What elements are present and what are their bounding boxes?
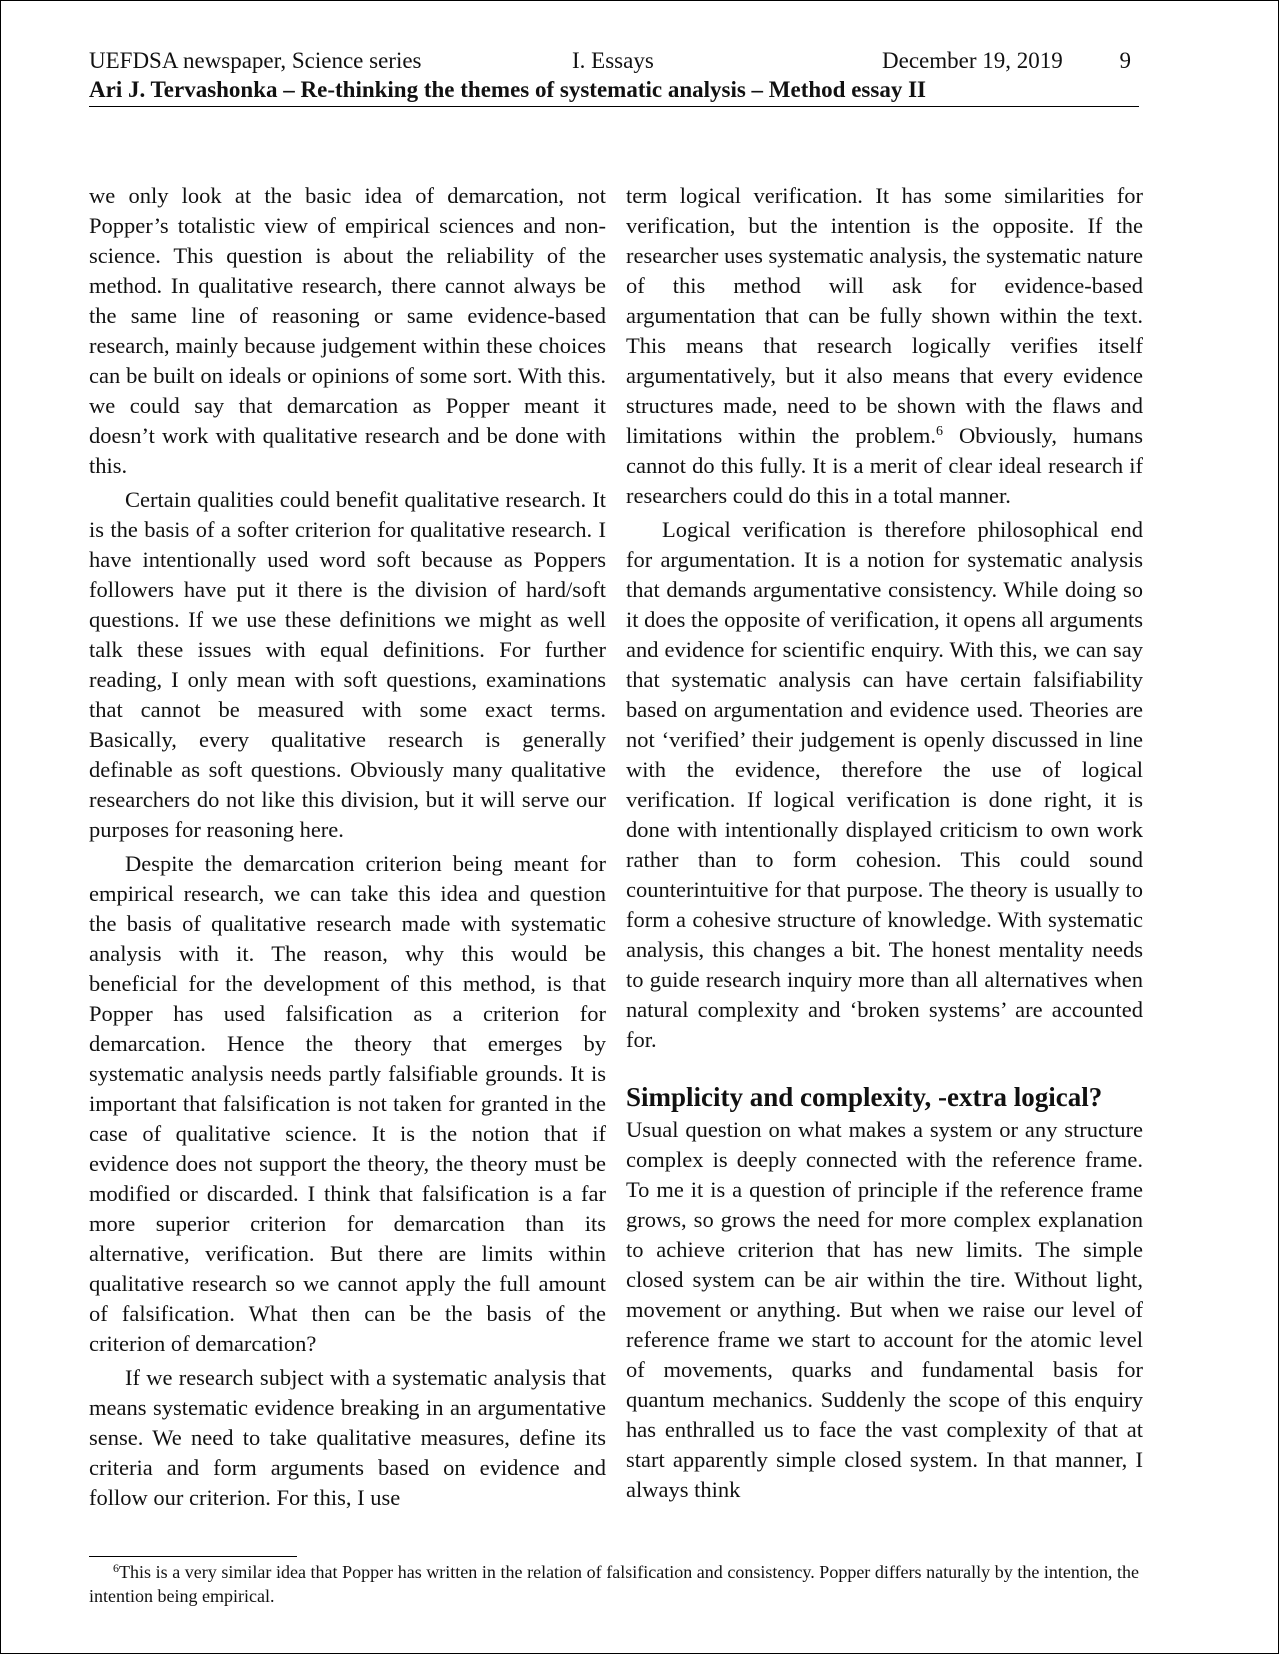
footnote-text: This is a very similar idea that Popper has written in the relation of falsification and consistency. Popper differs naturally by the intention, the intention being empirical. bbox=[89, 1562, 1139, 1606]
header-rule bbox=[89, 106, 1139, 107]
page-number: 9 bbox=[1119, 48, 1131, 73]
header-meta-row bbox=[89, 46, 1139, 75]
footnote-rule bbox=[89, 1556, 297, 1557]
header-publication: UEFDSA newspaper, Science series bbox=[89, 48, 422, 73]
paragraph-text: Obviously, humans cannot do this fully. It is a merit of clear ideal research if researchers could do this in a total manner. bbox=[626, 423, 1143, 508]
running-header bbox=[89, 46, 1139, 104]
footnote bbox=[89, 1560, 1139, 1608]
paragraph: Certain qualities could benefit qualitative research. It is the basis of a softer criterion for qualitative research. I have intentionally used word soft because as Poppers followers have put it there is the division of hard/soft questions. If we use these definitions we might as well talk these issues with equal definitions. For further reading, I only mean with soft questions, examinations that cannot be measured with some exact terms. Basically, every qualitative research is generally definable as soft questions. Obviously many qualitative researchers do not like this division, but it will serve our purposes for reasoning here. bbox=[89, 487, 606, 842]
left-column bbox=[89, 181, 606, 1517]
paragraph: Logical verification is therefore philosophical end for argumentation. It is a notion for systematic analysis that demands argumentative consistency. While doing so it does the opposite of verification, it opens all arguments and evidence for scientific enquiry. With this, we can say that systematic analysis can have certain falsifiability based on argumentation and evidence used. Theories are not ‘verified’ their judgement is openly discussed in line with the evidence, therefore the use of logical verification. If logical verification is done right, it is done with intentionally displayed criticism to own work rather than to form cohesion. This could sound counterintuitive for that purpose. The theory is usually to form a cohesive structure of knowledge. With systematic analysis, this changes a bit. The honest mentality needs to guide research inquiry more than all alternatives when natural complexity and ‘broken systems’ are accounted for. bbox=[626, 517, 1143, 1052]
paragraph: Despite the demarcation criterion being meant for empirical research, we can take this idea and question the basis of qualitative research made with systematic analysis with it. The reason, why this would be beneficial for the development of this method, is that Popper has used falsification as a criterion for demarcation. Hence the theory that emerges by systematic analysis needs partly falsifiable grounds. It is important that falsification is not taken for granted in the case of qualitative science. It is the notion that if evidence does not support the theory, the theory must be modified or discarded. I think that falsification is a far more superior criterion for demarcation than its alternative, verification. But there are limits within qualitative research so we cannot apply the full amount of falsification. What then can be the basis of the criterion of demarcation? bbox=[89, 851, 606, 1356]
paragraph bbox=[626, 181, 1143, 511]
header-date: December 19, 2019 bbox=[882, 48, 1063, 73]
paragraph: If we research subject with a systematic analysis that means systematic evidence breaking in an argumentative sense. We need to take qualitative measures, define its criteria and form arguments based on evidence and follow our criterion. For this, I use bbox=[89, 1365, 606, 1510]
paragraph: we only look at the basic idea of demarcation, not Popper’s totalistic view of empirical sciences and non-science. This question is about the reliability of the method. In qualitative research, there cannot always be the same line of reasoning or same evidence-based research, mainly because judgement within these choices can be built on ideals or opinions of some sort. With this. we could say that demarcation as Popper meant it doesn’t work with qualitative research and be done with this. bbox=[89, 183, 606, 478]
header-article-title: Ari J. Tervashonka – Re-thinking the themes of systematic analysis – Method essay II bbox=[89, 77, 926, 102]
paragraph: Usual question on what makes a system or any structure complex is deeply connected with the reference frame. To me it is a question of principle if the reference frame grows, so grows the need for more complex explanation to achieve criterion that has new limits. The simple closed system can be air within the tire. Without light, movement or anything. But when we raise our level of reference frame we start to account for the atomic level of movements, quarks and fundamental basis for quantum mechanics. Suddenly the scope of this enquiry has enthralled us to face the vast complexity of that at start apparently simple closed system. In that manner, I always think bbox=[626, 1117, 1143, 1502]
paragraph-text: term logical verification. It has some similarities for verification, but the intention is the opposite. If the researcher uses systematic analysis, the systematic nature of this method will ask for evidence-based argumentation that can be fully shown within the text. This means that research logically verifies itself argumentatively, but it also means that every evidence structures made, need to be shown with the flaws and limitations within the problem. bbox=[626, 183, 1143, 448]
header-section: I. Essays bbox=[572, 48, 654, 73]
section-heading: Simplicity and complexity, -extra logical? bbox=[626, 1082, 1103, 1112]
footnote-mark: 6 bbox=[113, 1561, 119, 1575]
right-column bbox=[626, 181, 1143, 1509]
footnote-reference[interactable]: 6 bbox=[935, 424, 943, 439]
